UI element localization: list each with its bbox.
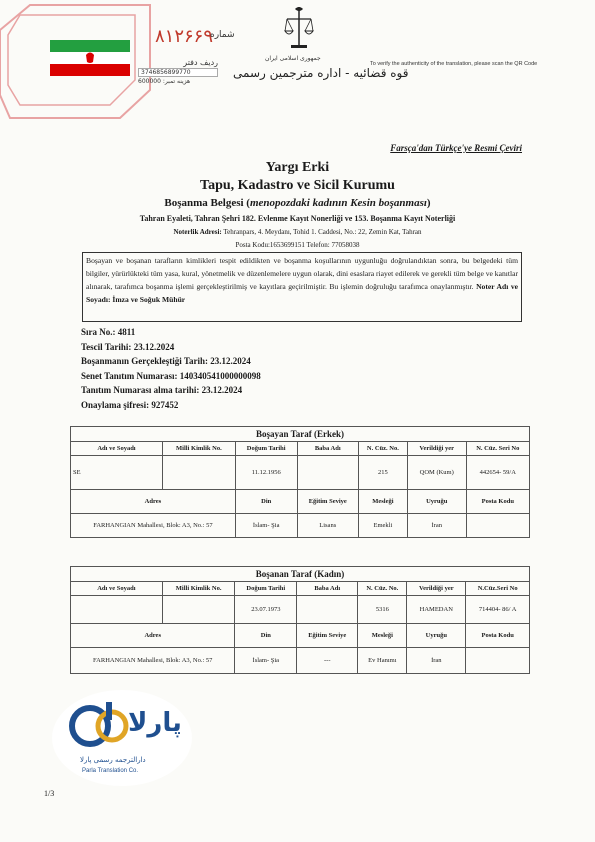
title-line3: Boşanma Belgesi (menopozdaki kadının Kesin boşanması) — [164, 197, 431, 209]
parla-logo — [50, 688, 195, 788]
table-row: SE 11.12.1956 215 QOM (Kum) 442654- 59/A — [71, 456, 530, 490]
radif-label: ردیف دفتر — [183, 58, 218, 67]
document-number: ۸۱۲۶۶۹ — [155, 26, 214, 47]
translated-from: Farsça'dan Türkçe'ye Resmi Çeviri — [390, 143, 522, 153]
table-header: Posta Kodu — [466, 490, 529, 514]
table-header: N. Cüz. Seri No — [466, 442, 529, 456]
table-header: Verildiği yer — [407, 442, 466, 456]
table-header: Din — [235, 490, 297, 514]
notary-signature: Noter Adı ve Soyadı: İmza ve Soğuk Mühür — [86, 282, 518, 304]
table-header: Baba Adı — [297, 442, 358, 456]
table-header: Doğum Tarihi — [235, 582, 297, 596]
table-header: Uyruğu — [407, 624, 466, 648]
table-header: Adres — [71, 490, 236, 514]
republic-label: جمهوری اسلامی ایران — [265, 55, 321, 62]
table-header: Verildiği yer — [407, 582, 466, 596]
table-row: 23.07.1973 5316 HAMEDAN 714404- 86/ A — [71, 596, 530, 624]
table-header: Milli Kimlik No. — [162, 442, 235, 456]
serial-box — [138, 58, 218, 94]
serial-code: 3746856899770 — [138, 68, 218, 77]
title-line2: Tapu, Kadastro ve Sicil Kurumu — [200, 178, 395, 193]
table-header: Adı ve Soyadı — [71, 582, 163, 596]
iran-flag-stamp — [0, 0, 160, 120]
table-header: Posta Kodu — [466, 624, 530, 648]
field-row: Sıra No.: 4811 — [81, 327, 136, 337]
table-header: Din — [235, 624, 297, 648]
field-row: Senet Tanıtım Numarası: 140340541000000098 — [81, 370, 261, 381]
number-label: شماره — [210, 30, 235, 40]
notice-text: Boşayan ve boşanan tarafların kimlikleri tespit edildikten ve boşanma koşullarının uygunluğu doğrulandıktan sonra, bu belgedeki tüm bilgiler, yürürlükteki tüm yasa, kural, yönetmelik ve düzenlemelere uygun olarak, dini esaslara riayet edilerek ve gerekli tüm belge ve kanıtlar alınarak, tarafımca boşanma işlemi gerçekleştirilmiş ve kayıtlara geçirilmiştir. Bu işlemin doğruluğu tarafımca onaylanmıştır. — [86, 256, 518, 291]
field-row: Boşanmanın Gerçekleştiği Tarih: 23.12.2024 — [81, 356, 251, 366]
table-title: Boşanan Taraf (Kadın) — [71, 567, 530, 582]
table-header: N. Cüz. No. — [358, 442, 407, 456]
husband-table — [70, 426, 530, 538]
verify-text: To verify the authenticity of the translation, please scan the QR Code — [370, 61, 538, 67]
field-row: Tanıtım Numarası alma tarihi: 23.12.2024 — [81, 385, 243, 395]
table-row: FARHANGIAN Mahallesi, Blok: A3, No.: 57 İslam- Şia --- Ev Hanımı İran — [71, 648, 530, 674]
table-row: FARHANGIAN Mahallesi, Blok: A3, No.: 57 İslam- Şia Lisans Emekli İran — [71, 514, 530, 538]
table-header: N.Cüz.Seri No — [466, 582, 530, 596]
fields-list — [81, 325, 261, 412]
table-header: Adı ve Soyadı — [71, 442, 163, 456]
table-title: Boşayan Taraf (Erkek) — [71, 427, 530, 442]
field-row: Onaylama şifresi: 927452 — [81, 399, 179, 410]
page-number: 1/3 — [44, 789, 55, 798]
table-header: Milli Kimlik No. — [162, 582, 235, 596]
logo-brand: پارلا — [128, 708, 182, 738]
wife-table — [70, 566, 530, 674]
table-header: Mesleği — [358, 624, 407, 648]
logo-sub-en: Parla Translation Co. — [82, 768, 139, 774]
notary-address: Noterlik Adresi: Tehranpars, 4. Meydanı, Tohid 1. Caddesi, No.: 22, Zemin Kat, Tahran — [173, 228, 422, 236]
judiciary-label: قوه قضائیه - اداره مترجمین رسمی — [233, 66, 409, 80]
judiciary-emblem-icon — [283, 5, 315, 57]
table-header: Adres — [71, 624, 235, 648]
postal-phone: Posta Kodu:1653699151 Telefon: 77058038 — [235, 241, 360, 249]
title-line4: Tahran Eyaleti, Tahran Şehri 182. Evlenme Kayıt Nonerliği ve 153. Boşanma Kayıt Noterliği — [139, 214, 456, 223]
table-header: Eğitim Seviye — [297, 490, 358, 514]
logo-sub-fa: دارالترجمه رسمی پارلا — [80, 756, 146, 764]
table-header: Eğitim Seviye — [297, 624, 358, 648]
table-header: N. Cüz. No. — [358, 582, 407, 596]
stamp-fee: هزینه تمبر: 600000 — [138, 78, 191, 85]
table-header: Baba Adı — [297, 582, 358, 596]
notice-box — [82, 252, 522, 322]
title-line1: Yargı Erki — [265, 160, 330, 175]
table-header: Doğum Tarihi — [235, 442, 297, 456]
table-header: Uyruğu — [407, 490, 466, 514]
table-header: Mesleği — [358, 490, 407, 514]
field-row: Tescil Tarihi: 23.12.2024 — [81, 341, 175, 352]
